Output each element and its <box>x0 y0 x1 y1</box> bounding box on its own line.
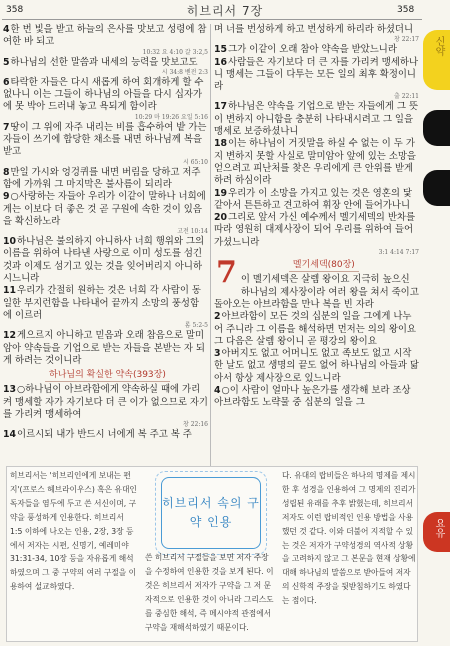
verse-number: 18 <box>214 138 228 150</box>
verse-text: 게으르지 아니하고 믿음과 오래 참음으로 말미암아 약속들을 기업으로 받는 자들을 본받는 자 되게 하려는 것이니라 <box>3 330 205 366</box>
verse <box>3 330 208 367</box>
section-heading: 하나님의 확실한 약속(393장) <box>45 369 170 382</box>
verse-text: 그가 이같이 오래 참아 약속을 받았느니라 <box>228 44 397 56</box>
verse-number: 3 <box>214 348 221 360</box>
verse-number: 10 <box>3 236 17 248</box>
verse-text: 하나님의 선한 말씀과 내세의 능력을 맛보고도 <box>10 56 198 68</box>
verse-number: 17 <box>214 101 228 113</box>
verse-text: 타락한 자들은 다시 새롭게 하여 회개하게 할 수 없나니 이는 그들이 하나님의 아들을 다시 십자가에 못 박아 드러내 놓고 욕되게 함이라 <box>3 76 204 113</box>
column-divider <box>210 24 211 466</box>
cross-reference: 롬 5:2-5 <box>184 322 208 330</box>
verse-text: 하나님은 약속을 기업으로 받는 자들에게 그 뜻이 변하지 아니함을 충분히 나타내시려고 그 일을 맹세로 보증하셨나니 <box>214 101 418 138</box>
verse-text: 그리로 앞서 가신 예수께서 멜기세덱의 반차를 따라 영원히 대제사장이 되어 우리를 위하여 들어가셨느니라 <box>214 212 416 248</box>
page-number-left: 358 <box>6 5 24 15</box>
verse <box>3 429 208 441</box>
verse-text: 한 번 빛을 받고 하늘의 은사를 맛보고 성령에 참여한 바 되고 <box>3 24 207 48</box>
chapter-number: 7 <box>216 255 237 291</box>
verse-text: 이르시되 내가 반드시 너에게 복 주고 복 주 <box>17 429 192 441</box>
verse <box>3 57 208 77</box>
verse-number: 14 <box>3 429 17 441</box>
commentary-title: 히브리서 속의 구약 인용 <box>161 477 261 549</box>
verse-text: ○사랑하는 자들아 우리가 이같이 말하나 너희에게는 이보다 더 좋은 것 곧 구원에 속한 것이 있음을 확신하노라 <box>3 191 206 227</box>
verse-number: 4 <box>214 385 221 397</box>
verse <box>214 385 419 410</box>
verse <box>214 348 419 385</box>
verse-text: 우리가 간절히 원하는 것은 너희 각 사람이 동일한 부지런함을 나타내어 끝까지 소망의 풍성함에 이르러 <box>3 285 201 321</box>
verse <box>3 167 208 192</box>
verse <box>214 101 419 138</box>
commentary-column-2: 쓴 히브리서 구절들을 보면 저자 주장을 수정하여 인용한 것을 보게 된다. 이것은 히브리서 저자가 구약을 그 저 문자적으로 인용한 것이 아니라 그리스도를 중심한 해석, 즉 메시야적 관점에서 구약을 재해석하였기 때문이다. <box>145 553 274 632</box>
verse <box>3 285 208 330</box>
verse-number: 7 <box>3 121 10 133</box>
page-number-right: 358 <box>397 5 415 15</box>
commentary-column-1: 히브리서는 '히브리인에게 보내는 편지'(프로스 헤브라이우스) 혹은 유대인 독자들을 염두에 두고 쓴 서신이며, 구약을 풍성하게 인용한다. 히브리서 1:5 이하에 나오는 인용, 2장, 3장 등에서 저자는 시편, 신명기, 예레미야 31:31-34, 10장 등을 자유롭게 해석하였으며 그 중 구약의 여러 구절을 이용하여 설교하였다. <box>10 471 137 592</box>
verse-number: 6 <box>3 76 10 88</box>
verse-number: 5 <box>3 56 10 68</box>
tab-black-2[interactable] <box>423 170 450 206</box>
verse <box>3 24 208 57</box>
verse-text: 만일 가시와 엉겅퀴를 내면 버림을 당하고 저주함에 가까워 그 마지막은 불사름이 되리라 <box>3 166 201 190</box>
verse-text: ○하나님이 아브라함에게 약속하실 때에 가리켜 맹세할 자가 자기보다 더 큰 이가 없으므로 자기를 가리켜 맹세하여 <box>3 384 208 421</box>
verse-number: 4 <box>3 24 10 35</box>
section-heading: 멜기세덱(80장) <box>289 259 359 272</box>
verse-text: 사람들은 자기보다 더 큰 자를 가리켜 맹세하나니 맹세는 그들이 다투는 모든 일의 최후 확정이니라 <box>214 56 418 93</box>
verse-text: ○이 사람이 얼마나 높은가를 생각해 보라 조상 아브라함도 노략물 중 십분의 일을 그 <box>214 385 411 409</box>
verse-text: 며 너를 번성하게 하고 번성하게 하리라 하셨더니 <box>214 24 414 35</box>
page-header <box>0 0 450 24</box>
verse-text: 우리가 이 소망을 가지고 있는 것은 영혼의 닻 같아서 튼튼하고 견고하여 휘장 안에 들어가나니 <box>214 187 412 211</box>
header-rule <box>2 19 422 20</box>
verse <box>214 24 419 44</box>
tab-black-1[interactable] <box>423 110 450 146</box>
verse-text: 하나님은 불의하지 아니하사 너희 행위와 그의 이름을 위하여 나타낸 사랑으로 이미 성도를 섬긴 것과 이제도 섬기고 있는 것을 잊어버리지 아니하시느니라 <box>3 236 205 285</box>
verse <box>214 44 419 56</box>
cross-reference: 3:1 4:14 7:17 <box>378 249 419 257</box>
cross-reference: 고전 10:14 <box>177 228 208 236</box>
verse-number: 15 <box>214 44 228 56</box>
commentary-column-3: 다. 유대의 랍비들은 하나의 명제를 제시한 후 성경을 인용하여 그 명제의 진리가 성립된 유래를 추후 밝혔는데, 히브리서 저자도 이런 랍비적인 인용 방법을 사용했던 것 같다. 이와 더불어 지적할 수 있는 것은 저자가 구약성경의 역사적 상황을 고려하지 않고 그 본문을 현재 상황에 대해 하나님의 말씀으로 받아들여 저자의 신학적 주장을 뒷받침하기도 하였다는 점이다. <box>282 471 416 606</box>
verse <box>214 57 419 102</box>
verse-number: 19 <box>214 187 228 199</box>
verse-text: 이는 하나님이 거짓말을 하실 수 없는 이 두 가지 변하지 못할 사실로 말미암아 앞에 있는 소망을 얻으려고 피난처를 찾은 우리에게 큰 안위를 받게 하려 하심이라 <box>214 138 416 187</box>
verse-number: 13 <box>3 384 17 396</box>
cross-reference: 10:32 요 4:10 갈 3:2,5 <box>142 48 208 56</box>
verse <box>214 274 419 311</box>
verse-number: 11 <box>3 285 17 297</box>
verse-number: 20 <box>214 212 228 224</box>
tab-red-label: 요유 <box>433 518 444 538</box>
verse-text: 이 멜기세덱은 살렘 왕이요 지극히 높으신 하나님의 제사장이라 여러 왕을 쳐서 죽이고 돌아오는 아브라함을 만나 복을 빈 자라 <box>214 274 419 310</box>
tab-new-testament-label: 신약 <box>433 36 444 56</box>
verse <box>3 122 208 167</box>
cross-reference: 창 22:17 <box>394 36 419 44</box>
verse-number: 16 <box>214 56 228 68</box>
verse <box>214 311 419 348</box>
verse <box>3 191 208 236</box>
cross-reference: 출 22:11 <box>394 93 419 101</box>
right-column <box>214 24 419 410</box>
verse-number: 9 <box>3 191 10 203</box>
verse <box>214 188 419 213</box>
verse <box>3 384 208 429</box>
left-column <box>3 24 208 442</box>
verse <box>3 236 208 285</box>
verse-number: 2 <box>214 311 221 323</box>
cross-reference: 10:29 마 19:26 요일 5:16 <box>134 113 208 121</box>
verse-text: 아브라함이 모든 것의 십분의 일을 그에게 나누어 주니라 그 이름을 해석하면 먼저는 의의 왕이요 그 다음은 살렘 왕이니 곧 평강의 왕이요 <box>214 311 416 347</box>
commentary-box <box>6 466 418 642</box>
verse-number: 8 <box>3 166 10 178</box>
page-title: 히브리서 7장 <box>186 4 264 18</box>
verse-text: 땅이 그 위에 자주 내리는 비를 흡수하여 밭 가는 자들이 쓰기에 합당한 채소를 내면 하나님께 복을 받고 <box>3 121 207 158</box>
cross-reference: 창 22:16 <box>183 421 208 429</box>
verse <box>3 77 208 122</box>
verse-number: 12 <box>3 330 17 342</box>
verse <box>214 138 419 187</box>
cross-reference: 시 34:8 벧전 2:3 <box>161 68 208 76</box>
verse-text: 아버지도 없고 어머니도 없고 족보도 없고 시작한 날도 없고 생명의 끝도 없어 하나님의 아들과 닮아서 항상 제사장으로 있느니라 <box>214 348 419 384</box>
verse <box>214 212 419 257</box>
cross-reference: 시 65:10 <box>183 158 208 166</box>
